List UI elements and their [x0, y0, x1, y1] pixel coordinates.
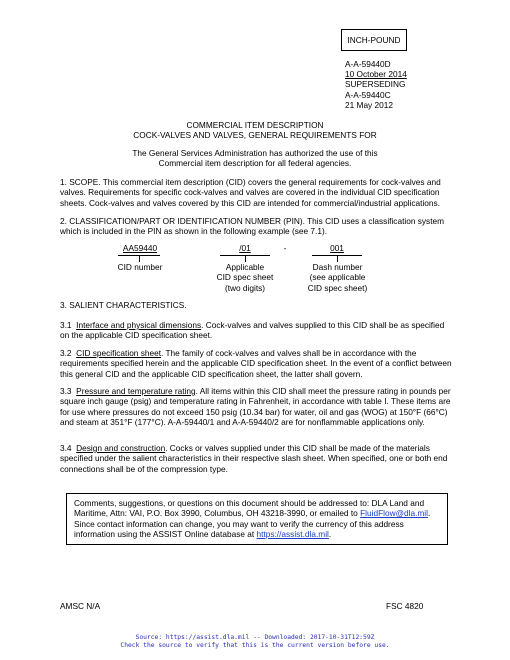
- section-3-2-text: . The family of cock-valves and valves shall be in accordance with the requirements specified herein and the applicable CID specification sheet. In the event of a conflict between this general CID and the applicable CID specification sheet, the latter shall govern.: [60, 348, 452, 379]
- pin-label-3-line-1: Dash number: [312, 262, 363, 272]
- pin-tick-2: [245, 255, 246, 262]
- document-date: 10 October 2014: [345, 69, 407, 80]
- section-3-4-text: . Cocks or valves supplied under this CID shall be made of the materials specified under the salient characteristics in their respective slash sheet. When specified, one or both end connections shall be of the compression type.: [60, 443, 448, 474]
- superseded-number: A-A-59440C: [345, 89, 391, 100]
- pin-dash-number: 001: [330, 243, 344, 253]
- section-3-2-title: CID specification sheet: [76, 348, 162, 358]
- pin-tick-3: [337, 255, 338, 262]
- fsc-label: FSC 4820: [386, 601, 424, 611]
- section-3-1: [60, 320, 455, 341]
- section-3-4-number: 3.4: [60, 443, 72, 453]
- section-3-4-title: Design and construction: [76, 443, 166, 453]
- superseding-label: SUPERSEDING: [345, 79, 406, 90]
- pin-label-spec-sheet: [205, 262, 285, 293]
- section-3-1-title: Interface and physical dimensions: [76, 320, 202, 330]
- comments-notice-box: [66, 493, 448, 545]
- authorization-line-1: The General Services Administration has authorized the use of this: [132, 148, 378, 158]
- title-line-1: COMMERCIAL ITEM DESCRIPTION: [186, 120, 324, 130]
- section-3-3-title: Pressure and temperature rating: [76, 386, 196, 396]
- pin-label-dash-number: [295, 262, 380, 293]
- source-line-2: Check the source to verify that this is the current version before use.: [120, 642, 390, 649]
- section-3-4: [60, 443, 455, 474]
- pin-dash: -: [283, 243, 287, 253]
- pin-label-3-line-2: (see applicable: [309, 272, 366, 283]
- pin-label-cid-number: CID number: [117, 262, 163, 272]
- pin-tick-1: [139, 255, 140, 262]
- pin-cid-number: AA59440: [122, 243, 158, 253]
- notice-text-1: Comments, suggestions, or questions on this document should be addressed to: DLA Land and Maritime, Attn: VAI, P.O. Box 3990, Columbus, OH 43218-3990, or emailed to: [74, 498, 425, 519]
- assist-link[interactable]: https://assist.dla.mil: [256, 529, 329, 540]
- document-title: [0, 120, 510, 141]
- pin-label-3-line-3: CID spec sheet): [307, 282, 368, 293]
- document-number: A-A-59440D: [345, 59, 391, 69]
- scope-paragraph: 1. SCOPE. This commercial item description (CID) covers the general requirements for cock-valves and valves. Requirements for specific cock-valves and valves are covered in the individual CID specification sheets. Cock-valves and valves covered by this CID are intended for commercial/industrial applications.: [60, 177, 441, 208]
- section-3-2: [60, 348, 455, 379]
- section-3-2-number: 3.2: [60, 348, 72, 358]
- pin-spec-sheet: /01: [239, 243, 251, 253]
- pin-label-2-line-2: CID spec sheet: [216, 272, 274, 283]
- source-line-1: Source: https://assist.dla.mil -- Downloaded: 2017-10-31T12:59Z: [135, 634, 375, 641]
- inch-pound-badge: INCH-POUND: [341, 29, 407, 51]
- authorization-line-2: Commercial item description for all federal agencies.: [158, 158, 352, 169]
- pin-label-2-line-1: Applicable: [225, 262, 265, 272]
- section-3-3-text: . All items within this CID shall meet the pressure rating in pounds per square inch gauge (psig) and temperature rating in Fahrenheit, in accordance with table I. These items are for use where pressures do not exceed 150 psig (10.34 bar) for water, oil and gas (WOG) at 150°F (66°C) and steam at 351°F (177°C). A-A-59440/1 and A-A-59440/2 are for nonflammable applications only.: [60, 386, 451, 428]
- section-3-3-number: 3.3: [60, 386, 72, 396]
- email-link[interactable]: FluidFlow@dla.mil: [360, 508, 428, 519]
- pin-label-2-line-3: (two digits): [224, 282, 266, 293]
- source-footer: [0, 634, 510, 650]
- notice-text-3: .: [328, 529, 332, 540]
- section-3-1-text: . Cock-valves and valves supplied to this CID shall be as specified on the applicable CID specification sheet.: [60, 320, 445, 341]
- notice-text-2: . Since contact information can change, you may want to verify the currency of this address information using the ASSIST Online database at: [74, 508, 431, 540]
- superseded-date: 21 May 2012: [345, 99, 393, 110]
- authorization-statement: [0, 148, 510, 169]
- amsc-label: AMSC N/A: [60, 601, 101, 611]
- document-identification: [345, 59, 495, 110]
- section-3-3: [60, 386, 455, 428]
- title-line-2: COCK-VALVES AND VALVES, GENERAL REQUIREMENTS FOR: [133, 130, 377, 141]
- classification-paragraph: 2. CLASSIFICATION/PART OR IDENTIFICATION NUMBER (PIN). This CID uses a classification system which is included in the PIN as shown in the following example (see 7.1).: [60, 216, 445, 237]
- salient-heading: 3. SALIENT CHARACTERISTICS.: [60, 300, 187, 310]
- pin-example: [60, 243, 455, 293]
- section-3-1-number: 3.1: [60, 320, 72, 330]
